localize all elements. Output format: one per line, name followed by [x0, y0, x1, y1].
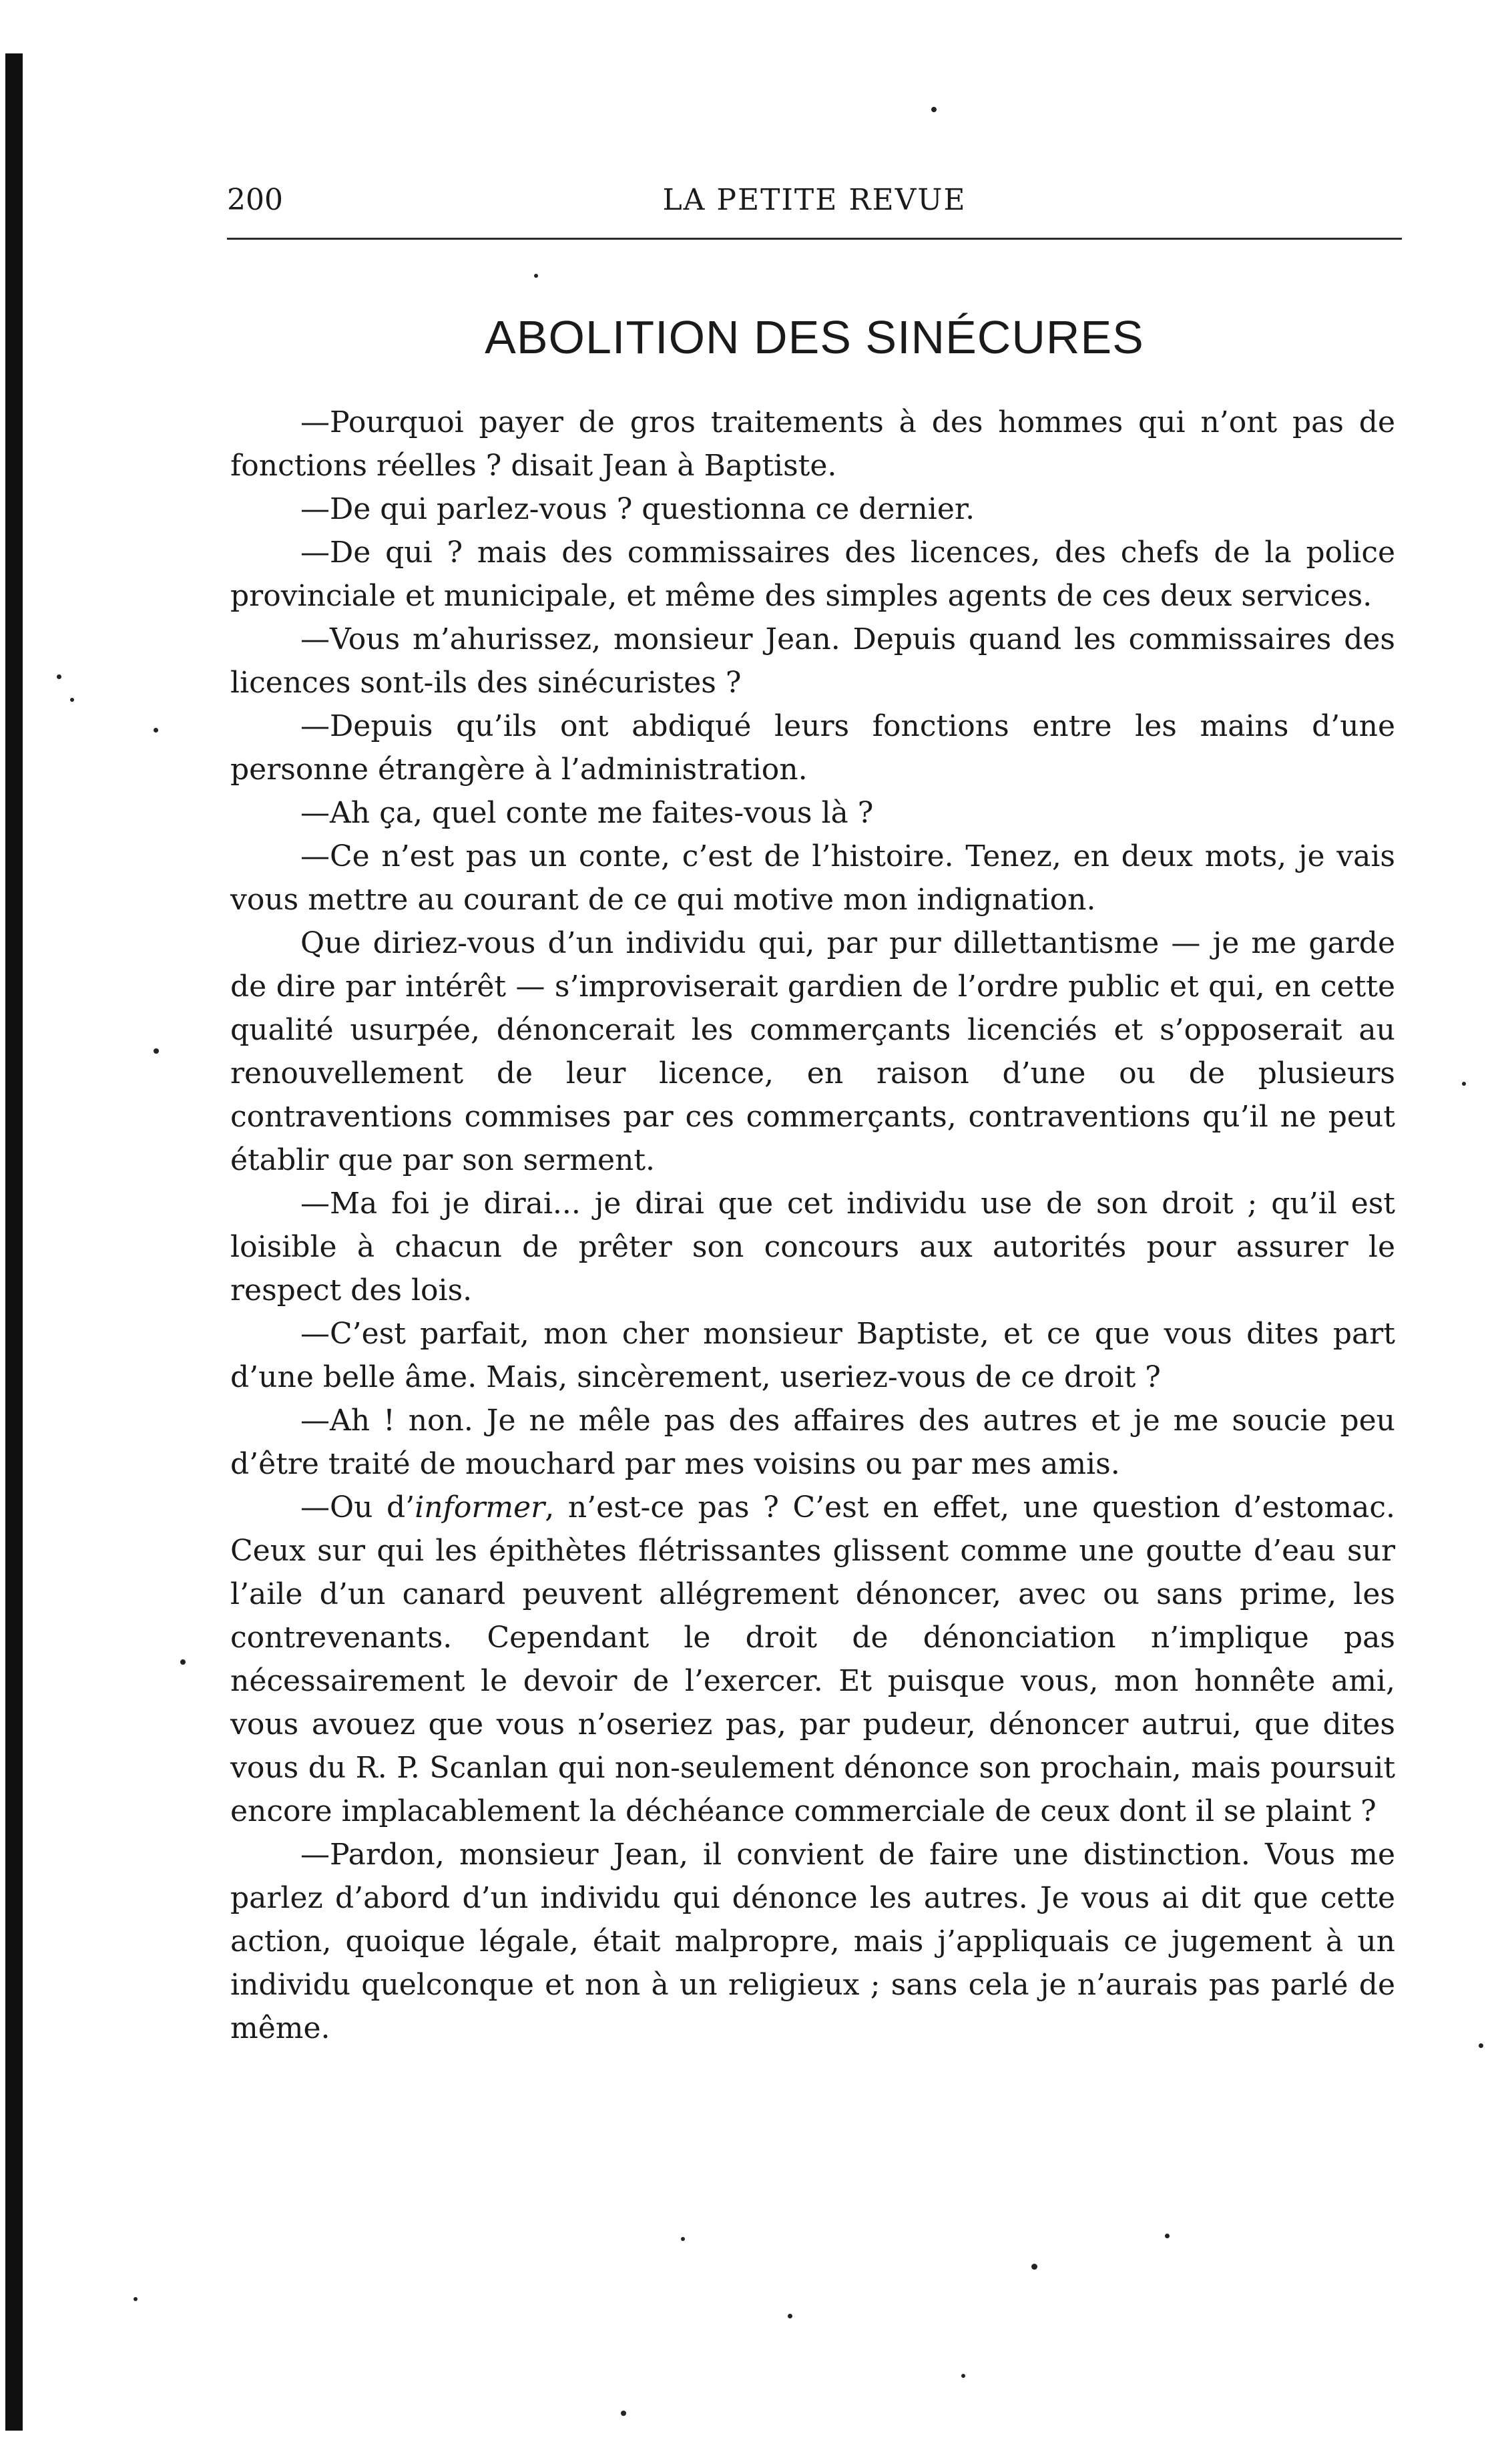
italic-word: informer — [415, 1490, 545, 1524]
scan-speck — [180, 1659, 186, 1665]
scan-speck — [1462, 1082, 1466, 1086]
scan-speck — [1165, 2234, 1170, 2238]
paragraph: —Pardon, monsieur Jean, il convient de faire une distinction. Vous me parlez d’abord d’un individu qui dénonce les autres. Je vous ai dit que cette action, quoique légale, était malpropre, mais j’appliquais ce jugement à un individu quelconque et non à un religieux ; sans cela je n’aurais pas parlé de même. — [230, 1838, 1395, 2045]
paragraph: —Pourquoi payer de gros traitements à des hommes qui n’ont pas de fonctions réelles ? disait Jean à Baptiste. — [230, 405, 1395, 483]
scan-speck — [961, 2374, 965, 2378]
article-title: ABOLITION DES SINÉCURES — [485, 311, 1144, 363]
paragraph: —Ah ! non. Je ne mêle pas des affaires des autres et je me soucie peu d’être traité de mouchard par mes voisins ou par mes amis. — [230, 1404, 1395, 1481]
scan-speck — [621, 2411, 626, 2416]
paragraph: Que diriez-vous d’un individu qui, par pur dillettantisme — je me garde de dire par intérêt — s’improviserait gardien de l’ordre public et qui, en cette qualité usurpée, dénoncerait les commerçants licenciés et s’opposerait au renouvellement de leur licence, en raison d’une ou de plusieurs contraventions commises par ces commerçants, contraventions qu’il ne peut établir que par son serment. — [230, 926, 1395, 1177]
page-number: 200 — [227, 183, 283, 217]
scan-speck — [134, 2297, 138, 2301]
paragraph: —De qui ? mais des commissaires des licences, des chefs de la police provinciale et municipale, et même des simples agents de ces deux services. — [230, 536, 1395, 613]
paragraph-informer-rest: , n’est-ce pas ? C’est en effet, une question d’estomac. Ceux sur qui les épithètes flétrissantes glissent comme une goutte d’eau sur l’aile d’un canard peuvent allégrement dénoncer, avec ou sans prime, les contrevenants. Cependant le droit de dénonciation n’implique pas nécessairement le devoir de l’exercer. Et puisque vous, mon honnête ami, vous avouez que vous n’oseriez pas, par pudeur, dénoncer autrui, que dites vous du R. P. Scanlan qui non-seulement dénonce son prochain, mais poursuit encore implacablement la déchéance commerciale de ceux dont il se plaint ? — [230, 1490, 1395, 1828]
paragraph: —Ma foi je dirai... je dirai que cet individu use de son droit ; qu’il est loisible à chacun de prêter son concours aux autorités pour assurer le respect des lois. — [230, 1187, 1395, 1307]
scan-speck — [1031, 2264, 1037, 2270]
scan-speck — [70, 698, 74, 702]
paragraph: —Depuis qu’ils ont abdiqué leurs fonctions entre les mains d’une personne étrangère à l’administration. — [230, 709, 1395, 787]
paragraph: —De qui parlez-vous ? questionna ce dernier. — [300, 492, 975, 526]
paragraph-informer-start: —Ou d’ — [300, 1490, 415, 1524]
header-rule — [227, 238, 1402, 240]
scan-speck — [1479, 2043, 1483, 2048]
scan-binding-edge — [5, 53, 23, 2431]
scan-speck — [154, 1048, 159, 1054]
paragraph: —C’est parfait, mon cher monsieur Baptiste, et ce que vous dites part d’une belle âme. Mais, sincèrement, useriez-vous de ce droit ? — [230, 1317, 1395, 1394]
running-header — [227, 180, 1402, 220]
scan-speck — [931, 107, 937, 112]
scan-speck — [788, 2314, 792, 2318]
scan-speck — [154, 728, 158, 733]
scan-speck — [57, 674, 61, 679]
scan-speck — [534, 274, 538, 278]
paragraph: —Ah ça, quel conte me faites-vous là ? — [300, 796, 874, 830]
paragraph: —Vous m’ahurissez, monsieur Jean. Depuis quand les commissaires des licences sont-ils des sinécuristes ? — [230, 622, 1395, 700]
paragraph: —Ce n’est pas un conte, c’est de l’histoire. Tenez, en deux mots, je vais vous mettre au courant de ce qui motive mon indignation. — [230, 839, 1395, 917]
article-body — [230, 401, 1395, 2050]
scan-speck — [681, 2237, 685, 2241]
running-title: LA PETITE REVUE — [662, 183, 967, 217]
paragraph-informer — [230, 1486, 1395, 1833]
